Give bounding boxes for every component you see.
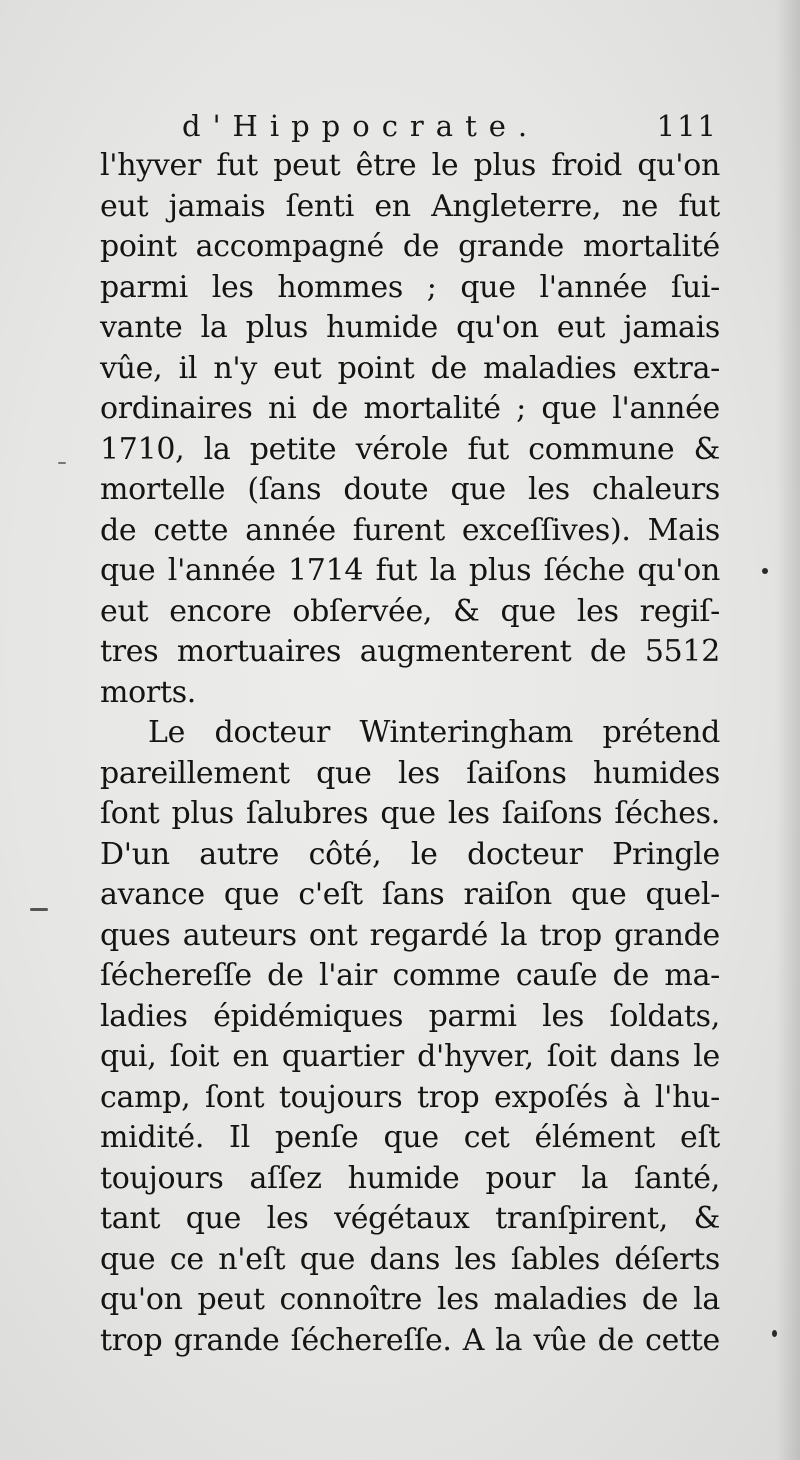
page-edge-shadow [776, 0, 800, 1460]
text-line: eut jamais ſenti en Angleterre, ne fut [100, 188, 720, 224]
page-number: 111 [656, 109, 718, 143]
text-line: vûe, il n'y eut point de maladies extra- [100, 350, 720, 386]
text-line: toujours aſſez humide pour la ſanté, [100, 1160, 720, 1196]
body-text [100, 146, 720, 1361]
text-line: que ce n'eſt que dans les ſables déſerts [100, 1241, 720, 1277]
text-line: ſont plus ſalubres que les ſaiſons ſéches. [100, 796, 720, 831]
text-line: de cette année furent exceſſives). Mais [100, 512, 720, 548]
text-line: Le docteur Winteringham prétend [148, 715, 720, 750]
ink-speck [772, 1330, 777, 1337]
text-line: camp, ſont toujours trop expoſés à l'hu- [100, 1079, 720, 1115]
running-header [182, 104, 722, 148]
text-line: vante la plus humide qu'on eut jamais [100, 310, 720, 345]
text-line: trop grande ſéchereſſe. A la vûe de cette [100, 1322, 720, 1358]
text-line: ordinaires ni de mortalité ; que l'année [100, 391, 720, 426]
text-line: morts. [100, 674, 197, 710]
text-line: parmi les hommes ; que l'année ſui- [100, 269, 720, 305]
ink-speck [30, 908, 48, 911]
text-line: qu'on peut connoître les maladies de la [100, 1282, 720, 1317]
text-line: point accompagné de grande mortalité [100, 229, 720, 264]
text-line: tres mortuaires augmenterent de 5512 [100, 634, 720, 669]
text-line: eut encore obſervée, & que les regiſ- [100, 593, 720, 629]
text-line: avance que c'eſt ſans raiſon que quel- [100, 877, 720, 912]
ink-speck [58, 462, 66, 464]
text-line: D'un autre côté, le docteur Pringle [100, 836, 720, 872]
text-line: ladies épidémiques parmi les ſoldats, [100, 998, 720, 1034]
text-line: ſéchereſſe de l'air comme cauſe de ma- [100, 958, 720, 993]
running-title: d'Hippocrate. [182, 109, 540, 143]
text-line: 1710, la petite vérole fut commune & [100, 431, 720, 467]
text-line: qui, ſoit en quartier d'hyver, ſoit dans le [100, 1039, 720, 1074]
ink-speck [762, 568, 768, 574]
text-line: tant que les végétaux tranſpirent, & [100, 1201, 720, 1236]
text-line: l'hyver fut peut être le plus froid qu'on [100, 148, 720, 183]
text-line: que l'année 1714 fut la plus ſéche qu'on [100, 553, 720, 588]
text-line: ques auteurs ont regardé la trop grande [100, 917, 720, 953]
text-line: midité. Il penſe que cet élément eſt [100, 1120, 720, 1155]
text-line: mortelle (ſans doute que les chaleurs [100, 472, 720, 507]
text-line: pareillement que les ſaiſons humides [100, 755, 720, 791]
